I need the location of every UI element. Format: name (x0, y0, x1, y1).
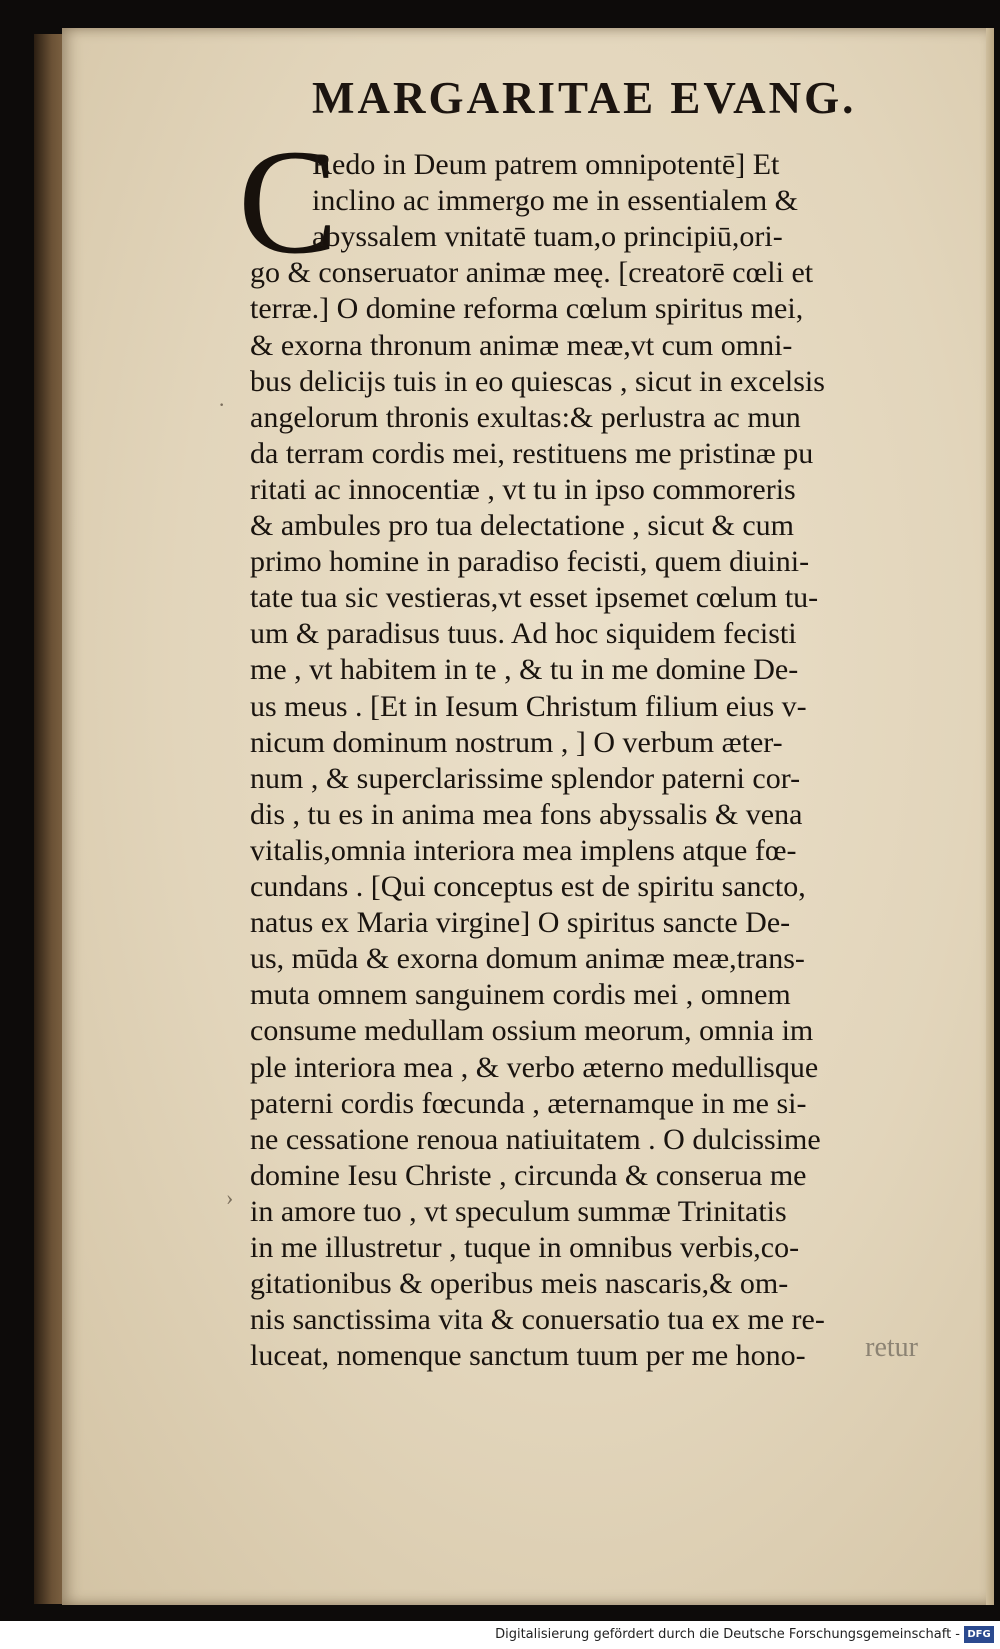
catchword: retur (865, 1332, 918, 1363)
text-line: paterni cordis fœcunda , æternamque in me si- (250, 1086, 807, 1120)
text-line: luceat, nomenque sanctum tuum per me hono- (250, 1339, 806, 1373)
text-line: me , vt habitem in te , & tu in me domine De- (250, 653, 799, 687)
text-line: nicum dominum nostrum , ] O verbum æter- (250, 725, 783, 759)
text-line: natus ex Maria virgine] O spiritus sancte De- (250, 906, 791, 940)
text-line: primo homine in paradiso fecisti, quem diuini- (250, 545, 810, 579)
text-line: cundans . [Qui conceptus est de spiritu sancto, (250, 870, 806, 903)
text-line: domine Iesu Christe , circunda & conserua me (250, 1158, 807, 1192)
text-line: ple interiora mea , & verbo æterno medullisque (250, 1050, 819, 1084)
text-line: consume medullam ossium meorum, omnia im (250, 1014, 814, 1048)
text-block (250, 147, 930, 1377)
text-line: Redo in Deum patrem omnipotentē] Et (312, 148, 780, 181)
text-line: & ambules pro tua delectatione , sicut & cum (250, 509, 795, 542)
text-line: num , & superclarissime splendor paterni cor- (250, 761, 801, 795)
text-line: um & paradisus tuus. Ad hoc siquidem fecisti (250, 617, 797, 651)
text-line: vitalis,omnia interiora mea implens atque fœ- (250, 833, 797, 867)
dfg-logo: DFG (964, 1626, 994, 1643)
text-line: bus delicijs tuis in eo quiescas , sicut in excelsis (250, 364, 825, 398)
footer-credit: Digitalisierung gefördert durch die Deutsche Forschungsgemeinschaft - (495, 1627, 960, 1642)
margin-mark: · (218, 392, 226, 417)
margin-mark: › (226, 1185, 234, 1210)
text-line: inclino ac immergo me in essentialem & (312, 184, 798, 218)
text-line: & exorna thronum animæ meæ,vt cum omni- (250, 328, 793, 362)
page-edge (986, 28, 994, 1605)
text-line: ritati ac innocentiæ , vt tu in ipso commoreris (250, 472, 796, 506)
footer-bar (0, 1621, 1000, 1649)
text-line: ne cessatione renoua natiuitatem . O dulcissime (250, 1122, 821, 1156)
drop-cap: C (238, 119, 339, 285)
text-line: tate tua sic vestieras,vt esset ipsemet cœlum tu- (250, 581, 819, 615)
text-line: in me illustretur , tuque in omnibus verbis,co- (250, 1231, 800, 1264)
text-line: in amore tuo , vt speculum summæ Trinitatis (250, 1194, 787, 1228)
text-line: dis , tu es in anima mea fons abyssalis & vena (250, 797, 803, 831)
text-line: da terram cordis mei, restituens me pristinæ pu (250, 436, 814, 470)
text-line: us, mūda & exorna domum animæ meæ,trans- (250, 942, 805, 976)
text-line: muta omnem sanguinem cordis mei , omnem (250, 978, 791, 1012)
text-line: go & conseruator animæ meę. [creatorē cœli et (250, 256, 814, 290)
text-line: angelorum thronis exultas:& perlustra ac mun (250, 400, 801, 434)
text-line: us meus . [Et in Iesum Christum filium eius v- (250, 689, 807, 723)
running-head: MARGARITAE EVANG. (312, 73, 857, 123)
text-line: abyssalem vnitatē tuam,o principiū,ori- (312, 220, 783, 254)
text-line: terræ.] O domine reforma cœlum spiritus mei, (250, 292, 804, 326)
text-line: gitationibus & operibus meis nascaris,& om- (250, 1267, 789, 1301)
text-line: nis sanctissima vita & conuersatio tua ex me re- (250, 1303, 825, 1337)
